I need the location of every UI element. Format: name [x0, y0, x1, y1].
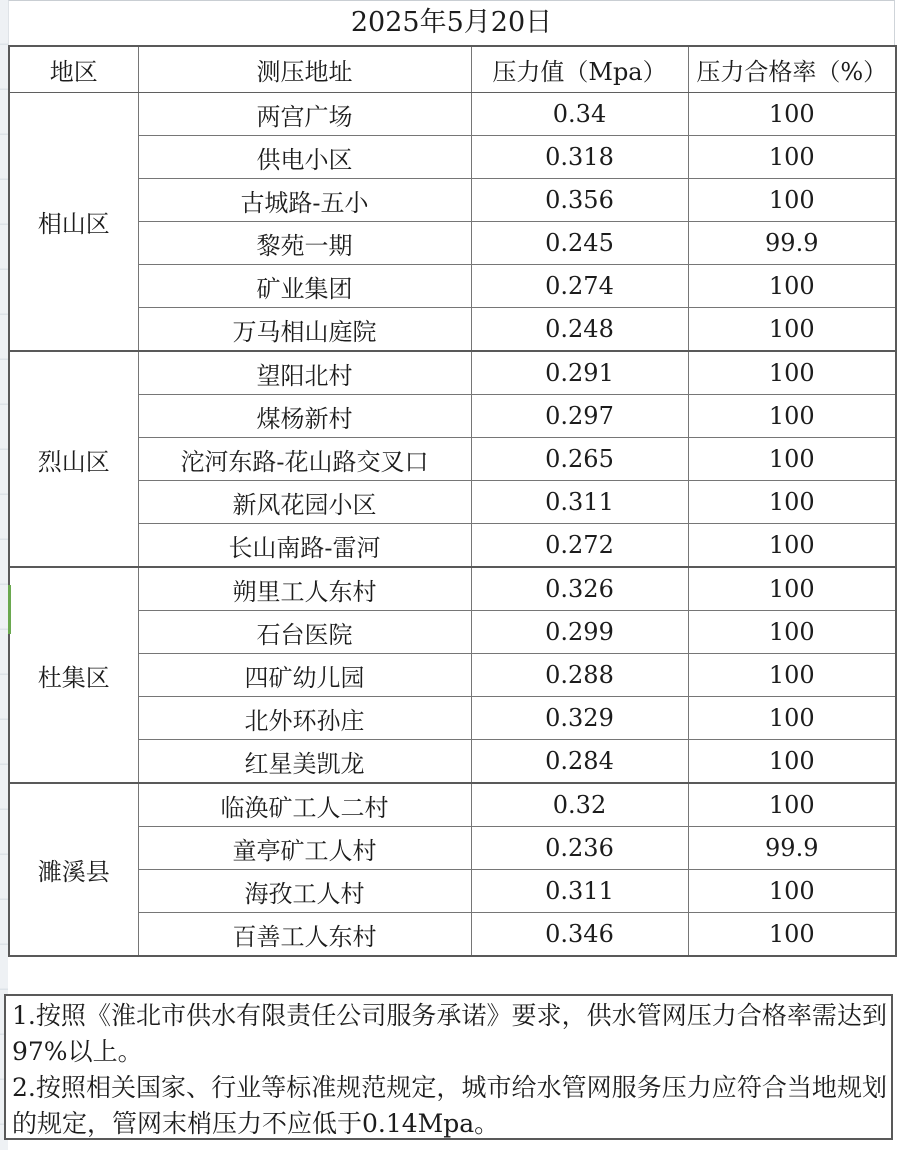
table-row [9, 827, 896, 870]
rate-cell: 100 [688, 913, 896, 957]
table-row [9, 567, 896, 611]
table-row [9, 481, 896, 524]
pressure-cell: 0.299 [471, 611, 688, 654]
cell-selection-indicator [8, 585, 11, 634]
adjacent-column-strip [0, 0, 8, 1150]
rate-cell: 100 [688, 870, 896, 913]
table-row [9, 697, 896, 740]
pressure-cell: 0.329 [471, 697, 688, 740]
table-row [9, 222, 896, 265]
pressure-cell: 0.311 [471, 870, 688, 913]
pressure-cell: 0.272 [471, 524, 688, 568]
rate-cell: 100 [688, 265, 896, 308]
address-cell: 万马相山庭院 [138, 308, 471, 352]
pressure-cell: 0.274 [471, 265, 688, 308]
table-row [9, 351, 896, 395]
pressure-table [8, 45, 897, 957]
rate-cell: 100 [688, 783, 896, 827]
rate-cell: 100 [688, 567, 896, 611]
address-cell: 两宫广场 [138, 93, 471, 136]
footnote-2: 2.按照相关国家、行业等标准规范规定，城市给水管网服务压力应符合当地规划的规定，管网末梢压力不应低于0.14Mpa。 [12, 1073, 887, 1138]
col-header-district: 地区 [9, 46, 138, 93]
pressure-cell: 0.284 [471, 740, 688, 784]
rate-cell: 100 [688, 179, 896, 222]
address-cell: 临涣矿工人二村 [138, 783, 471, 827]
table-row [9, 913, 896, 957]
rate-cell: 100 [688, 395, 896, 438]
address-cell: 煤杨新村 [138, 395, 471, 438]
table-row [9, 265, 896, 308]
address-cell: 望阳北村 [138, 351, 471, 395]
address-cell: 四矿幼儿园 [138, 654, 471, 697]
rate-cell: 100 [688, 481, 896, 524]
pressure-cell: 0.356 [471, 179, 688, 222]
rate-cell: 100 [688, 351, 896, 395]
district-cell: 相山区 [9, 93, 138, 352]
rate-cell: 100 [688, 93, 896, 136]
pressure-cell: 0.248 [471, 308, 688, 352]
table-row [9, 179, 896, 222]
table-row [9, 740, 896, 784]
address-cell: 矿业集团 [138, 265, 471, 308]
footnote-1: 1.按照《淮北市供水有限责任公司服务承诺》要求，供水管网压力合格率需达到97%以上。 [12, 1001, 887, 1066]
rate-cell: 100 [688, 438, 896, 481]
col-header-address: 测压地址 [138, 46, 471, 93]
table-row [9, 395, 896, 438]
pressure-cell: 0.236 [471, 827, 688, 870]
address-cell: 古城路-五小 [138, 179, 471, 222]
table-row [9, 308, 896, 352]
address-cell: 海孜工人村 [138, 870, 471, 913]
rate-cell: 99.9 [688, 827, 896, 870]
footnotes [4, 994, 893, 1140]
address-cell: 沱河东路-花山路交叉口 [138, 438, 471, 481]
district-cell: 烈山区 [9, 351, 138, 567]
pressure-cell: 0.245 [471, 222, 688, 265]
rate-cell: 100 [688, 611, 896, 654]
table-row [9, 524, 896, 568]
address-cell: 童亭矿工人村 [138, 827, 471, 870]
pressure-cell: 0.297 [471, 395, 688, 438]
col-header-rate: 压力合格率（%） [688, 46, 896, 93]
rate-cell: 100 [688, 308, 896, 352]
pressure-cell: 0.34 [471, 93, 688, 136]
pressure-cell: 0.291 [471, 351, 688, 395]
pressure-cell: 0.288 [471, 654, 688, 697]
col-header-pressure: 压力值（Mpa） [471, 46, 688, 93]
report-date-title: 2025年5月20日 [8, 0, 895, 45]
pressure-cell: 0.311 [471, 481, 688, 524]
rate-cell: 100 [688, 136, 896, 179]
pressure-report [8, 0, 895, 957]
district-cell: 濉溪县 [9, 783, 138, 956]
pressure-cell: 0.318 [471, 136, 688, 179]
address-cell: 新风花园小区 [138, 481, 471, 524]
district-cell: 杜集区 [9, 567, 138, 783]
table-row [9, 783, 896, 827]
table-row [9, 654, 896, 697]
address-cell: 供电小区 [138, 136, 471, 179]
table-row [9, 438, 896, 481]
rate-cell: 100 [688, 654, 896, 697]
rate-cell: 100 [688, 697, 896, 740]
rate-cell: 100 [688, 524, 896, 568]
address-cell: 黎苑一期 [138, 222, 471, 265]
address-cell: 朔里工人东村 [138, 567, 471, 611]
pressure-cell: 0.32 [471, 783, 688, 827]
table-row [9, 611, 896, 654]
address-cell: 长山南路-雷河 [138, 524, 471, 568]
header-row [9, 46, 896, 93]
rate-cell: 99.9 [688, 222, 896, 265]
address-cell: 北外环孙庄 [138, 697, 471, 740]
address-cell: 红星美凯龙 [138, 740, 471, 784]
address-cell: 石台医院 [138, 611, 471, 654]
pressure-cell: 0.265 [471, 438, 688, 481]
table-row [9, 870, 896, 913]
table-row [9, 93, 896, 136]
address-cell: 百善工人东村 [138, 913, 471, 957]
pressure-cell: 0.346 [471, 913, 688, 957]
table-row [9, 136, 896, 179]
rate-cell: 100 [688, 740, 896, 784]
pressure-cell: 0.326 [471, 567, 688, 611]
